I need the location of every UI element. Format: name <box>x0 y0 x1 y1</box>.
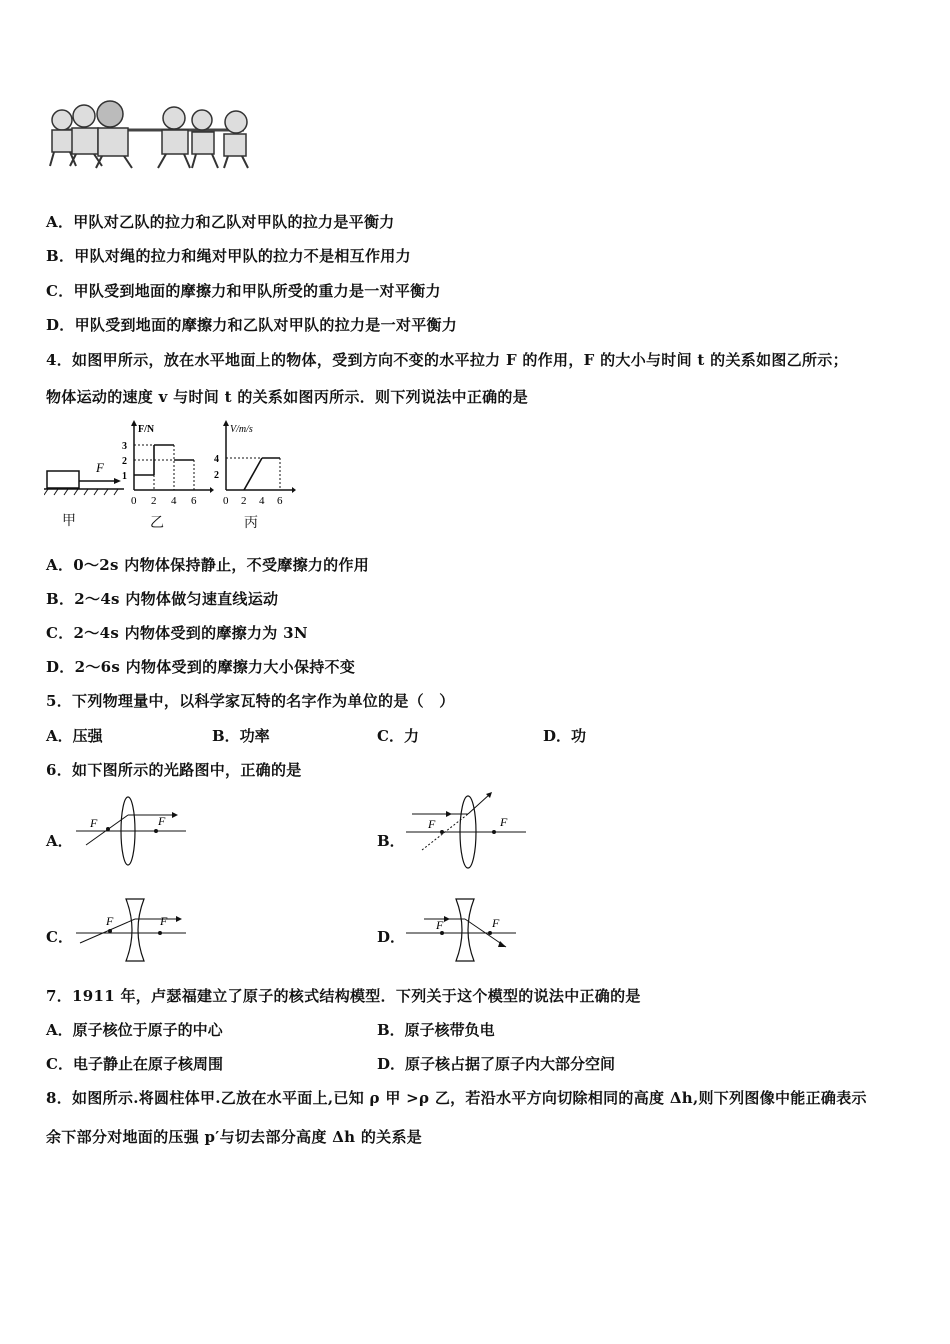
q4-label-bing: 丙 <box>244 516 258 531</box>
q6-label-a: A． <box>46 832 73 850</box>
q4-yi-ylabel: F/N <box>138 424 155 435</box>
q6-diagram-a <box>76 795 186 870</box>
q4-option-d: D．2～6s 内物体受到的摩擦力大小保持不变 <box>46 658 356 676</box>
q6-diagram-d <box>406 895 518 965</box>
x-tick-label: 0 <box>131 495 137 507</box>
q6-c-focus-right: F <box>160 914 168 928</box>
y-tick-label: 2 <box>214 470 219 481</box>
q6-a-focus-left: F <box>90 816 98 830</box>
x-tick-label: 6 <box>277 495 283 507</box>
q3-option-c: C．甲队受到地面的摩擦力和甲队所受的重力是一对平衡力 <box>46 282 441 300</box>
q6-diagram-b <box>406 790 526 870</box>
x-tick-label: 4 <box>171 495 177 507</box>
q4-stem-line2: 物体运动的速度 v 与时间 t 的关系如图丙所示．则下列说法中正确的是 <box>46 388 529 406</box>
q5-option-c: C．力 <box>377 727 419 745</box>
q7-option-a: A．原子核位于原子的中心 <box>46 1021 223 1039</box>
velocity-rise <box>244 458 262 490</box>
q6-d-focus-right: F <box>492 916 500 930</box>
q6-b-focus-right: F <box>500 815 508 829</box>
q7-option-c: C．电子静止在原子核周围 <box>46 1055 223 1073</box>
q6-b-focus-left: F <box>428 817 436 831</box>
x-tick-label: 2 <box>241 495 247 507</box>
q4-graph-yi <box>114 420 214 510</box>
x-tick-label: 2 <box>151 495 157 507</box>
x-tick-label: 4 <box>259 495 265 507</box>
q6-d-focus-left: F <box>436 918 444 932</box>
q7-option-d: D．原子核占据了原子内大部分空间 <box>377 1055 616 1073</box>
q6-diagram-c <box>76 895 188 965</box>
q3-option-d: D．甲队受到地面的摩擦力和乙队对甲队的拉力是一对平衡力 <box>46 316 458 334</box>
q5-option-b: B．功率 <box>212 727 270 745</box>
y-tick-label: 1 <box>122 471 127 482</box>
q6-stem: 6．如下图所示的光路图中，正确的是 <box>46 761 302 779</box>
q6-a-focus-right: F <box>158 814 166 828</box>
q4-option-a: A．0～2s 内物体保持静止，不受摩擦力的作用 <box>46 556 370 574</box>
q4-label-jia: 甲 <box>62 514 76 529</box>
q5-stem: 5．下列物理量中，以科学家瓦特的名字作为单位的是（ ） <box>46 692 455 710</box>
q6-label-d: D． <box>377 928 406 946</box>
q4-label-yi: 乙 <box>150 516 164 531</box>
x-tick-label: 6 <box>191 495 197 507</box>
q5-option-a: A．压强 <box>46 727 103 745</box>
tug-of-war-illustration <box>44 100 258 172</box>
q4-option-b: B．2～4s 内物体做匀速直线运动 <box>46 590 279 608</box>
q8-stem-line1: 8．如图所示.将圆柱体甲.乙放在水平面上,已知 ρ 甲 >ρ 乙，若沿水平方向切除相同的高度 Δh,则下列图像中能正确表示 <box>46 1089 867 1107</box>
q6-label-b: B． <box>377 832 405 850</box>
q6-label-c: C． <box>46 928 73 946</box>
q4-figure-jia <box>44 455 124 500</box>
q3-option-b: B．甲队对绳的拉力和绳对甲队的拉力不是相互作用力 <box>46 247 411 265</box>
q3-option-a: A．甲队对乙队的拉力和乙队对甲队的拉力是平衡力 <box>46 213 395 231</box>
q7-stem: 7．1911 年，卢瑟福建立了原子的核式结构模型．下列关于这个模型的说法中正确的是 <box>46 987 641 1005</box>
x-tick-label: 0 <box>223 495 229 507</box>
q7-option-b: B．原子核带负电 <box>377 1021 495 1039</box>
q8-stem-line2: 余下部分对地面的压强 p′与切去部分高度 Δh 的关系是 <box>46 1128 423 1146</box>
q6-c-focus-left: F <box>106 914 114 928</box>
q4-force-label: F <box>96 460 104 475</box>
q4-option-c: C．2～4s 内物体受到的摩擦力为 3N <box>46 624 308 642</box>
y-tick-label: 2 <box>122 456 127 467</box>
q4-bing-ylabel: V/m/s <box>230 424 253 435</box>
q4-stem-line1: 4．如图甲所示，放在水平地面上的物体，受到方向不变的水平拉力 F 的作用，F 的大小与时间 t 的关系如图乙所示； <box>46 351 848 369</box>
q4-graph-bing <box>206 420 306 510</box>
y-tick-label: 3 <box>122 441 127 452</box>
y-tick-label: 4 <box>214 454 219 465</box>
q5-option-d: D．功 <box>543 727 587 745</box>
